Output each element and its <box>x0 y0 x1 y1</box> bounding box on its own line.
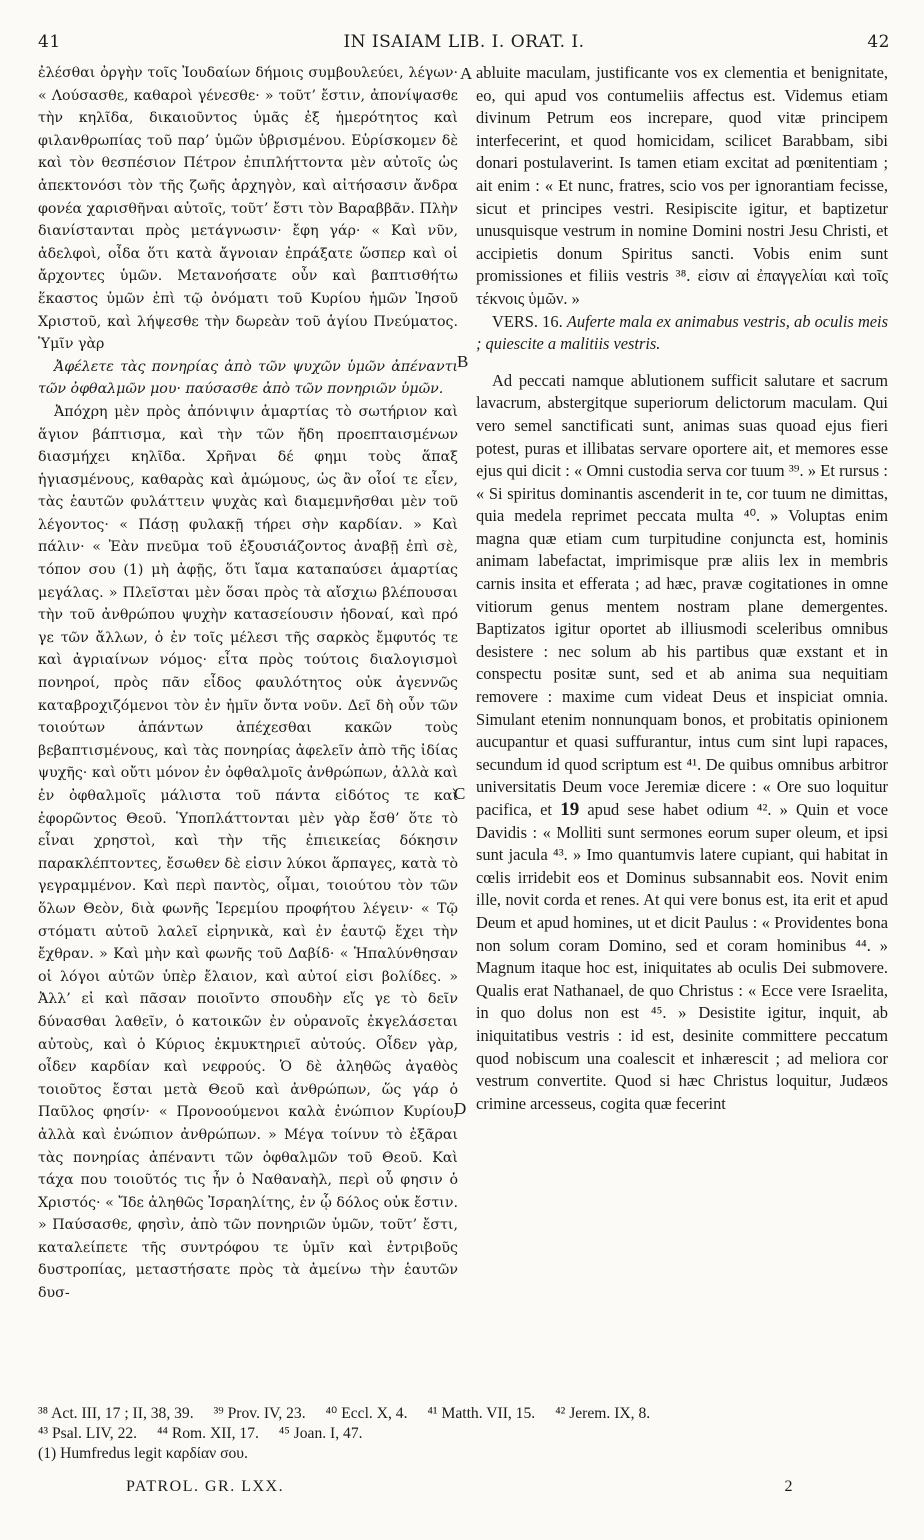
footnote: ³⁹ Prov. IV, 23. <box>213 1405 306 1422</box>
greek-column <box>38 62 458 1305</box>
latin-commentary <box>476 370 888 1116</box>
verse-label: VERS. 16. <box>492 311 563 331</box>
right-page-number: 42 <box>867 32 890 52</box>
greek-tail: εἰσιν αἱ ἐπαγγελίαι καὶ τοῖς τέκνοις ὑμῶν. » <box>476 266 888 308</box>
latin-text: abluite maculam, justificante vos ex clementia et benignitate, eo, qui apud vos contumeliis affectus est. Videmus etiam divinum Petrum eos increpare, quod vitæ principem interfecerint, et quod homicidam, scilicet Barabbam, sibi donari postulaverint. Is tamen etiam excitat ad pœnitentiam ; ait enim : « Et nunc, fratres, scio vos per ignorantiam fecisse, sicut et principes vestri. Resipiscite igitur, et baptizetur unusquisque vestrum in nomine Domini nostri Jesu Christi, et accipietis donum Spiritus sancti. Vobis enim sunt promissiones et filiis vestris ³⁸. <box>476 63 888 286</box>
signature-number: 2 <box>784 1478 794 1495</box>
footnote: ⁴² Jerem. IX, 8. <box>555 1405 651 1422</box>
footnotes-line-1 <box>38 1404 890 1424</box>
running-title: IN ISAIAM LIB. I. ORAT. I. <box>343 32 585 52</box>
footnote: ⁴³ Psal. LIV, 22. <box>38 1425 138 1442</box>
greek-paragraph: ἐλέσθαι ὀργὴν τοῖς Ἰουδαίων δήμοις συμβουλεύει, λέγων· « Λούσασθε, καθαροὶ γένεσθε· » τοῦτ’ ἔστιν, ἀπονίψασθε τὴν κηλῖδα, δικαιοῦντος ὑμᾶς ἐξ ἡμερότητος καὶ φιλανθρωπίας τοῦ παρ’ ὑμῶν ὑβρισμένου. Εὑρίσκομεν δὲ καὶ τὸν θεσπέσιον Πέτρον ἐπιπλήττοντα μὲν αὐτοῖς ὡς ἀπεκτονόσι τὸν τῆς ζωῆς ἀρχηγὸν, καὶ αἰτήσασιν ἄνδρα φονέα χαρισθῆναι αὐτοῖς, τοῦτ’ ἔστι τὸν Βαραββᾶν. Πλὴν διανίστανται πρὸς μετάγνωσιν· ἔφη γάρ· « Καὶ νῦν, ἀδελφοὶ, οἶδα ὅτι κατὰ ἄγνοιαν ἐπράξατε ὥσπερ καὶ οἱ ἄρχοντες ὑμῶν. Μετανοήσατε οὖν καὶ βαπτισθήτω ἕκαστος ὑμῶν ἐπὶ τῷ ὀνόματι τοῦ Κυρίου ἡμῶν Ἰησοῦ Χριστοῦ, καὶ λήψεσθε τὴν δωρεὰν τοῦ ἁγίου Πνεύματος. Ὑμῖν γὰρ <box>38 65 458 353</box>
greek-verse-heading: Ἀφέλετε τὰς πονηρίας ἀπὸ τῶν ψυχῶν ὑμῶν ἀπέναντι τῶν ὀφθαλμῶν μου· παύσασθε ἀπὸ τῶν πονηριῶν ὑμῶν. <box>38 358 458 398</box>
running-header <box>38 32 890 58</box>
footnote: ³⁸ Act. III, 17 ; II, 38, 39. <box>38 1405 194 1422</box>
latin-commentary-part-1: Ad peccati namque ablutionem sufficit salutare et sacrum lavacrum, abstergitque superiorum delictorum maculam. Qui vero semel sanctificati sunt, animas suas quoad ejus fieri potest, puras et illibatas servare oportere ait, et memores esse ejus qui dicit : « Omni custodia serva cor tuum ³⁹. » Et rursus : « Si spiritus dominantis ascenderit in te, cor tuum ne dimittas, quia medela reprimet peccata multa ⁴⁰. » Voluptas enim magna quæ etiam cum turpitudine conjuncta est, hominis animam labefactat, imprimisque præ aliis lex in membris carnis insita et efferata ; ad hæc, pravæ cogitationes in omne vitiorum genus mentem nostram plane demergentes. Baptizatos igitur oportet ab illiusmodi sceleribus omnibus desistere : nec solum ab his partibus quæ exstant et in conspectu positæ sunt, sed et ab anima sua nequitiam removere : maxime cum videat Deus et inspiciat omnia. Simulant etenim nonnunquam bonos, et probitatis opinionem aucupantur et quasi suffurantur, intus cum sint lupi rapaces, secundum id quod scriptum est ⁴¹. De quibus omnibus arbitror universitatis Deum voce Jeremiæ dicere : « Ore suo loquitur pacifica, et <box>476 370 888 819</box>
signature-mark: PATROL. GR. LXX. <box>126 1478 285 1495</box>
inline-page-number: 19 <box>560 799 580 820</box>
footnotes-line-2 <box>38 1424 890 1444</box>
footnote: ⁴⁵ Joan. I, 47. <box>278 1425 363 1442</box>
margin-marker-d: D <box>454 1099 467 1118</box>
greek-commentary: Ἀπόχρη μὲν πρὸς ἀπόνιψιν ἁμαρτίας τὸ σωτήριον καὶ ἅγιον βάπτισμα, καὶ τὴν τῶν ἤδη προεπταισμένων διασμήχει κηλῖδα. Χρῆναι δέ φημι τοὺς ἅπαξ ἡγιασμένους, καθαρὰς καὶ ἀμώμους, ὡς ἂν οἷοί τε εἶεν, τὰς ἑαυτῶν φυλάττειν ψυχὰς καὶ διαμεμνῆσθαι μὲν τοῦ λέγοντος· « Πάσῃ φυλακῇ τήρει σὴν καρδίαν. » Καὶ πάλιν· « Ἐὰν πνεῦμα τοῦ ἐξουσιάζοντος ἀναβῇ ἐπὶ σὲ, τόπον σου (1) μὴ ἀφῇς, ὅτι ἴαμα καταπαύσει ἁμαρτίας μεγάλας. » Πλεῖσται μὲν ὅσαι πρὸς τὰ αἴσχιω βλέπουσαι τὴν τοῦ ἀνθρώπου ψυχὴν κατασείουσιν ἡδοναί, καὶ πρό γε τῶν ἄλλων, ὁ ἐν τοῖς μέλεσι τῆς σαρκὸς ἔμφυτός τε καὶ ἀγριαίνων νόμος· εἶτα πρὸς τούτοις διαλογισμοὶ πονηροί, πρὸς πᾶν εἶδος φαυλότητος οὐκ ἀγεννῶς καταβροχιζόμενοι τὸν ἐν ἡμῖν ὄντα νοῦν. Δεῖ δὴ οὖν τῶν τοιούτων ἁπάντων ἀπέχεσθαι κακῶν τοὺς βεβαπτισμένους, καὶ τὰς πονηρίας ἀφελεῖν ἀπὸ τῆς ἰδίας ψυχῆς· καὶ οὔτι μόνον ἐν ὀφθαλμοῖς ἀνθρώπων, ἀλλὰ καὶ ἐν ὀφθαλμοῖς μάλιστα τοῦ πάντα εἰδότος τε καὶ ἐφορῶντος Θεοῦ. Ὑποπλάττονται μὲν γὰρ ἔσθ’ ὅτε τὸ εἶναι χρηστοὶ, καὶ τὴν τῆς ἐπιεικείας δόκησιν παρακλέπτοντες, ἔσωθεν δὲ εἰσιν λύκοι ἅρπαγες, κατὰ τὸ γεγραμμένον. Καὶ περὶ παντὸς, οἶμαι, τοιούτου τὸν τῶν ὅλων Θεὸν, διὰ φωνῆς Ἱερεμίου προφήτου λέγειν· « Τῷ στόματι αὐτοῦ λαλεῖ εἰρηνικὰ, καὶ ἐν ἑαυτῷ ἔχει τὴν ἔχθραν. » Καὶ μὴν καὶ φωνῆς τοῦ Δαβίδ· « Ἡπαλύνθησαν οἱ λόγοι αὐτῶν ὑπὲρ ἔλαιον, καὶ αὐτοί εἰσι βολίδες. » Ἀλλ’ εἰ καὶ πᾶσαν ποιοῖντο σπουδὴν εἴς γε τὸ δεῖν δύνασθαι λαθεῖν, ὁ κατοικῶν ἐν οὐρανοῖς ἐκγελάσεται αὐτοὺς, καὶ ὁ Κύριος ἐκμυκτηριεῖ αὐτούς. Οἶδεν γὰρ, οἶδεν καρδίαν καὶ νεφρούς. Ὁ δὲ ἀληθῶς ἀγαθὸς τοιοῦτος ἔσται μετὰ Θεοῦ καὶ ἀνθρώπων, ὥς γάρ ὁ Παῦλος φησίν· « Προνοούμενοι καλὰ ἐνώπιον Κυρίου, ἀλλὰ καὶ ἐνώπιον ἀνθρώπων. » Μέγα τοίνυν τὸ ἐξᾶραι τὰς πονηρίας ἀπέναντι τῶν ὀφθαλμῶν τοῦ Θεοῦ. Καὶ τάχα που τοιοῦτός τις ἦν ὁ Ναθαναὴλ, περὶ οὗ φησιν ὁ Χριστός· « Ἴδε ἀληθῶς Ἰσραηλίτης, ἐν ᾧ δόλος οὐκ ἔστιν. » Παύσασθε, φησὶν, ἀπὸ τῶν πονηριῶν ὑμῶν, τοῦτ’ ἔστι, καταλείπετε τῆς συντρόφου τε ὑμῖν καὶ ἐντριβοῦς δυστροπίας, μεταστήσατε πρὸς τὰ ἀμείνω τὴν ἑαυτῶν δυσ- <box>38 403 458 1302</box>
footnote-variant-reading: (1) Humfredus legit καρδίαν σου. <box>38 1445 248 1462</box>
footnote: ⁴⁴ Rom. XII, 17. <box>157 1425 259 1442</box>
left-page-number: 41 <box>38 32 61 52</box>
footnote: ⁴¹ Matth. VII, 15. <box>427 1405 536 1422</box>
margin-marker-b: B <box>457 352 469 371</box>
latin-verse-heading <box>476 311 888 356</box>
latin-column <box>476 62 888 1115</box>
latin-paragraph <box>476 62 888 311</box>
footnote: ⁴⁰ Eccl. X, 4. <box>325 1405 408 1422</box>
margin-marker-c: C <box>454 784 466 803</box>
margin-marker-a: A <box>460 64 473 83</box>
verse-text: Auferte mala ex animabus vestris, ab oculis meis ; quiescite a malitiis vestris. <box>476 311 888 354</box>
latin-commentary-part-2: apud sese habet odium ⁴². » Quin et voce Davidis : « Molliti sunt sermones eorum super oleum, et ipsi sunt jacula ⁴³. » Imo quantumvis latere cupiant, qui habitat in cœlis irridebit eos et Dominus subsannabit eos. Novit enim ille, novit corda et renes. At qui vere bonus est, ita erit et apud Deum et apud homines, ut et dicit Paulus : « Providentes bona non solum coram Domino, sed et coram hominibus ⁴⁴. » Magnum itaque hoc est, iniquitates ab oculis Dei submovere. Qualis erat Nathanael, de quo Christus : « Ecce vere Israelita, in quo dolus non est ⁴⁵. » Desistite igitur, inquit, ab iniquitatibus vestris : id est, desinite committere peccatum quod nobiscum una coalescit et inhærescit ; ad meliora cor vestrum convertite. Quod si hæc Christus loquitur, Judæos crimine arcesseus, cogita quæ fecerint <box>476 800 888 1113</box>
